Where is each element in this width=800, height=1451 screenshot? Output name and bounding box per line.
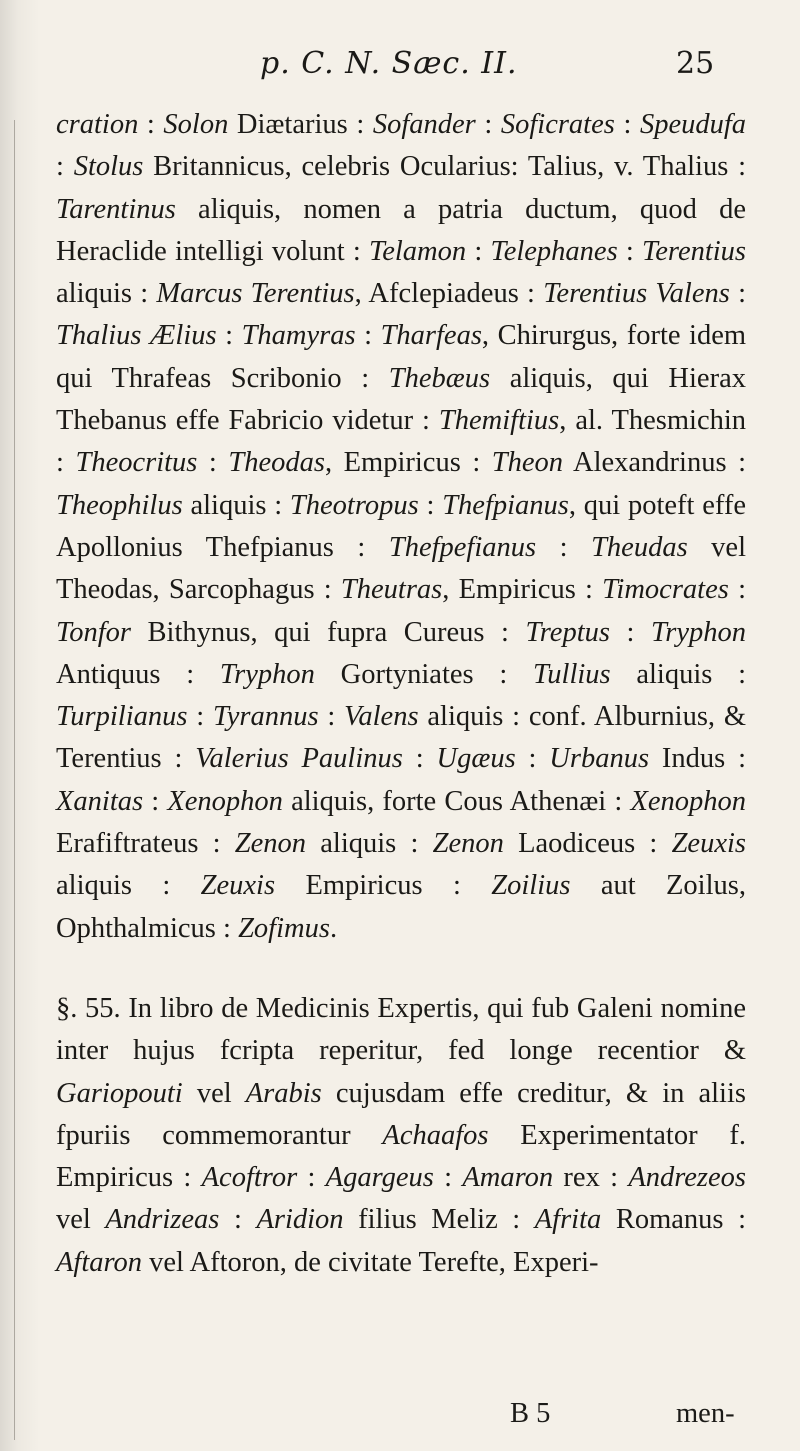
- paragraph-2: [56, 988, 746, 1284]
- text-run: :: [355, 320, 381, 352]
- text-run: aliquis : conf. Alburnius, & Terentius :: [56, 701, 747, 775]
- catchword: men-: [676, 1398, 735, 1429]
- italic-name: Terentius Valens: [543, 278, 730, 310]
- text-run: :: [197, 447, 229, 479]
- text-run: vel Aftoron, de civitate Terefte, Experi-: [142, 1246, 599, 1278]
- body-text: [56, 104, 746, 1284]
- text-run: .: [329, 912, 338, 944]
- italic-name: Tarentinus: [56, 193, 176, 225]
- text-run: :: [536, 531, 592, 563]
- text-run: Erafiftrateus :: [56, 828, 235, 860]
- text-run: :: [318, 701, 345, 733]
- italic-name: Tryphon: [219, 658, 315, 690]
- text-run: Bithynus, qui fupra Cureus :: [131, 616, 526, 648]
- text-run: :: [297, 1162, 326, 1194]
- italic-name: Solon: [163, 109, 229, 140]
- text-run: :: [609, 616, 651, 648]
- italic-name: Speudufa: [639, 109, 747, 140]
- text-run: Laodiceus :: [503, 828, 672, 860]
- italic-name: Xenophon: [167, 785, 283, 817]
- text-run: aliquis, nomen a patria ductum, quod de Heraclide intelligi volunt :: [56, 193, 746, 267]
- text-run: Romanus :: [601, 1204, 746, 1236]
- text-run: :: [216, 320, 242, 352]
- italic-name: Zeuxis: [200, 870, 276, 902]
- text-run: :: [515, 743, 550, 775]
- text-run: aliquis :: [56, 278, 157, 310]
- italic-name: Thalius Ælius: [56, 320, 217, 352]
- text-run: :: [617, 235, 643, 267]
- italic-name: Treptus: [525, 616, 610, 648]
- text-run: Britannicus, celebris Ocularius: Talius, v. Thalius :: [143, 151, 746, 183]
- italic-name: Aridion: [256, 1204, 344, 1236]
- text-run: :: [402, 743, 437, 775]
- text-run: aliquis :: [182, 489, 290, 521]
- text-run: aliquis, qui Hierax Thebanus effe Fabricio videtur :: [56, 362, 746, 437]
- italic-name: Tonfor: [56, 616, 131, 648]
- italic-name: Stolus: [73, 151, 144, 183]
- italic-name: Soficrates: [500, 109, 615, 140]
- italic-name: Sofander: [372, 109, 476, 140]
- text-run: rex :: [553, 1162, 629, 1194]
- italic-name: Achaafos: [382, 1119, 489, 1151]
- text-run: , Chirurgus, forte idem qui Thrafeas Scribonio :: [56, 320, 747, 394]
- italic-name: Andrizeas: [105, 1204, 220, 1236]
- italic-name: Themiftius: [438, 405, 560, 437]
- italic-name: Thamyras: [241, 320, 356, 352]
- italic-name: Zoilius: [491, 870, 571, 902]
- italic-name: Tullius: [533, 658, 611, 690]
- text-run: Antiquus :: [56, 658, 220, 690]
- italic-name: Arabis: [245, 1077, 322, 1109]
- text-run: filius Meliz :: [343, 1204, 535, 1236]
- italic-name: Thefpianus: [442, 489, 569, 521]
- text-run: :: [143, 785, 168, 817]
- text-run: :: [219, 1204, 257, 1236]
- text-run: , Empiricus :: [324, 447, 492, 479]
- text-run: , Empiricus :: [442, 574, 603, 606]
- italic-name: Zeuxis: [671, 828, 746, 860]
- italic-name: Thebæus: [388, 362, 491, 394]
- text-run: :: [56, 151, 74, 183]
- text-run: aut Zoilus, Ophthalmicus :: [56, 870, 746, 944]
- italic-name: Theotropus: [289, 489, 419, 521]
- italic-name: Theon: [491, 447, 564, 479]
- italic-name: Valerius Paulinus: [195, 743, 403, 775]
- text-run: , qui poteft effe Apollonius Thefpianus :: [56, 489, 746, 563]
- italic-name: Tharfeas: [380, 320, 482, 352]
- text-run: :: [187, 701, 214, 733]
- running-head: [0, 46, 800, 86]
- text-run: , al. Thesmichin :: [56, 405, 747, 479]
- text-run: aliquis :: [56, 870, 201, 902]
- text-run: :: [433, 1162, 463, 1194]
- italic-name: Acoftror: [201, 1162, 298, 1194]
- italic-name: Telephanes: [490, 235, 618, 267]
- text-run: Gortyniates :: [314, 658, 533, 690]
- text-run: :: [729, 278, 747, 310]
- italic-name: Timocrates: [602, 574, 729, 606]
- italic-name: Thefpefianus: [388, 531, 537, 563]
- italic-name: Andrezeos: [628, 1162, 746, 1194]
- text-run: Diætarius :: [228, 109, 373, 140]
- italic-name: Valens: [344, 701, 419, 733]
- italic-name: Xenophon: [630, 785, 746, 817]
- italic-name: Xanitas: [56, 785, 144, 817]
- italic-name: Afrita: [534, 1204, 602, 1236]
- text-run: Indus :: [649, 743, 747, 775]
- italic-name: Theodas: [228, 447, 325, 479]
- italic-name: Telamon: [369, 235, 467, 267]
- text-run: :: [418, 489, 443, 521]
- text-run: :: [728, 574, 746, 606]
- italic-name: Turpilianus: [56, 701, 188, 733]
- text-run: vel: [182, 1077, 246, 1109]
- text-run: vel Theodas, Sarcophagus :: [56, 531, 746, 606]
- text-run: aliquis, forte Cous Athenæi :: [282, 785, 631, 817]
- text-run: cujusdam effe creditur, & in aliis fpuriis commemorantur: [56, 1077, 746, 1151]
- italic-name: Gariopouti: [56, 1077, 183, 1109]
- italic-name: Zenon: [234, 828, 307, 860]
- signature-mark: B 5: [510, 1398, 551, 1429]
- page-number: 25: [676, 46, 715, 81]
- italic-name: Tyrannus: [213, 701, 319, 733]
- italic-name: Theophilus: [56, 489, 183, 521]
- italic-name: Aftaron: [56, 1246, 143, 1278]
- running-head-title: p. C. N. Sæc. II.: [260, 46, 518, 81]
- italic-name: Theudas: [591, 531, 688, 563]
- italic-name: Theutras: [340, 574, 443, 606]
- italic-name: Agargeus: [325, 1162, 434, 1194]
- italic-name: Terentius: [642, 235, 747, 267]
- text-run: :: [138, 109, 164, 140]
- gutter-shadow: [14, 120, 15, 1440]
- italic-name: cration: [56, 109, 139, 140]
- text-run: aliquis :: [610, 658, 746, 690]
- italic-name: Zenon: [432, 828, 504, 860]
- italic-name: Urbanus: [549, 743, 650, 775]
- text-run: Empiricus :: [275, 870, 492, 902]
- text-run: Experimentator f. Empiricus :: [56, 1119, 746, 1194]
- text-run: §. 55. In libro de Medicinis Expertis, qui fub Galeni nomine inter hujus fcripta reperitur, fed longe recentior &: [56, 992, 746, 1067]
- italic-name: Marcus Terentius: [156, 278, 355, 310]
- italic-name: Tryphon: [650, 616, 746, 648]
- text-run: aliquis :: [306, 828, 433, 860]
- text-run: vel: [56, 1204, 106, 1236]
- text-run: :: [614, 109, 640, 140]
- text-run: , Afclepiadeus :: [354, 278, 544, 310]
- text-run: Alexandrinus :: [563, 447, 746, 479]
- text-run: :: [466, 235, 491, 267]
- paragraph-1: [56, 104, 746, 950]
- italic-name: Ugæus: [436, 743, 516, 775]
- italic-name: Zofimus: [238, 912, 330, 944]
- text-run: :: [475, 109, 501, 140]
- italic-name: Amaron: [462, 1162, 554, 1194]
- italic-name: Theocritus: [75, 447, 198, 479]
